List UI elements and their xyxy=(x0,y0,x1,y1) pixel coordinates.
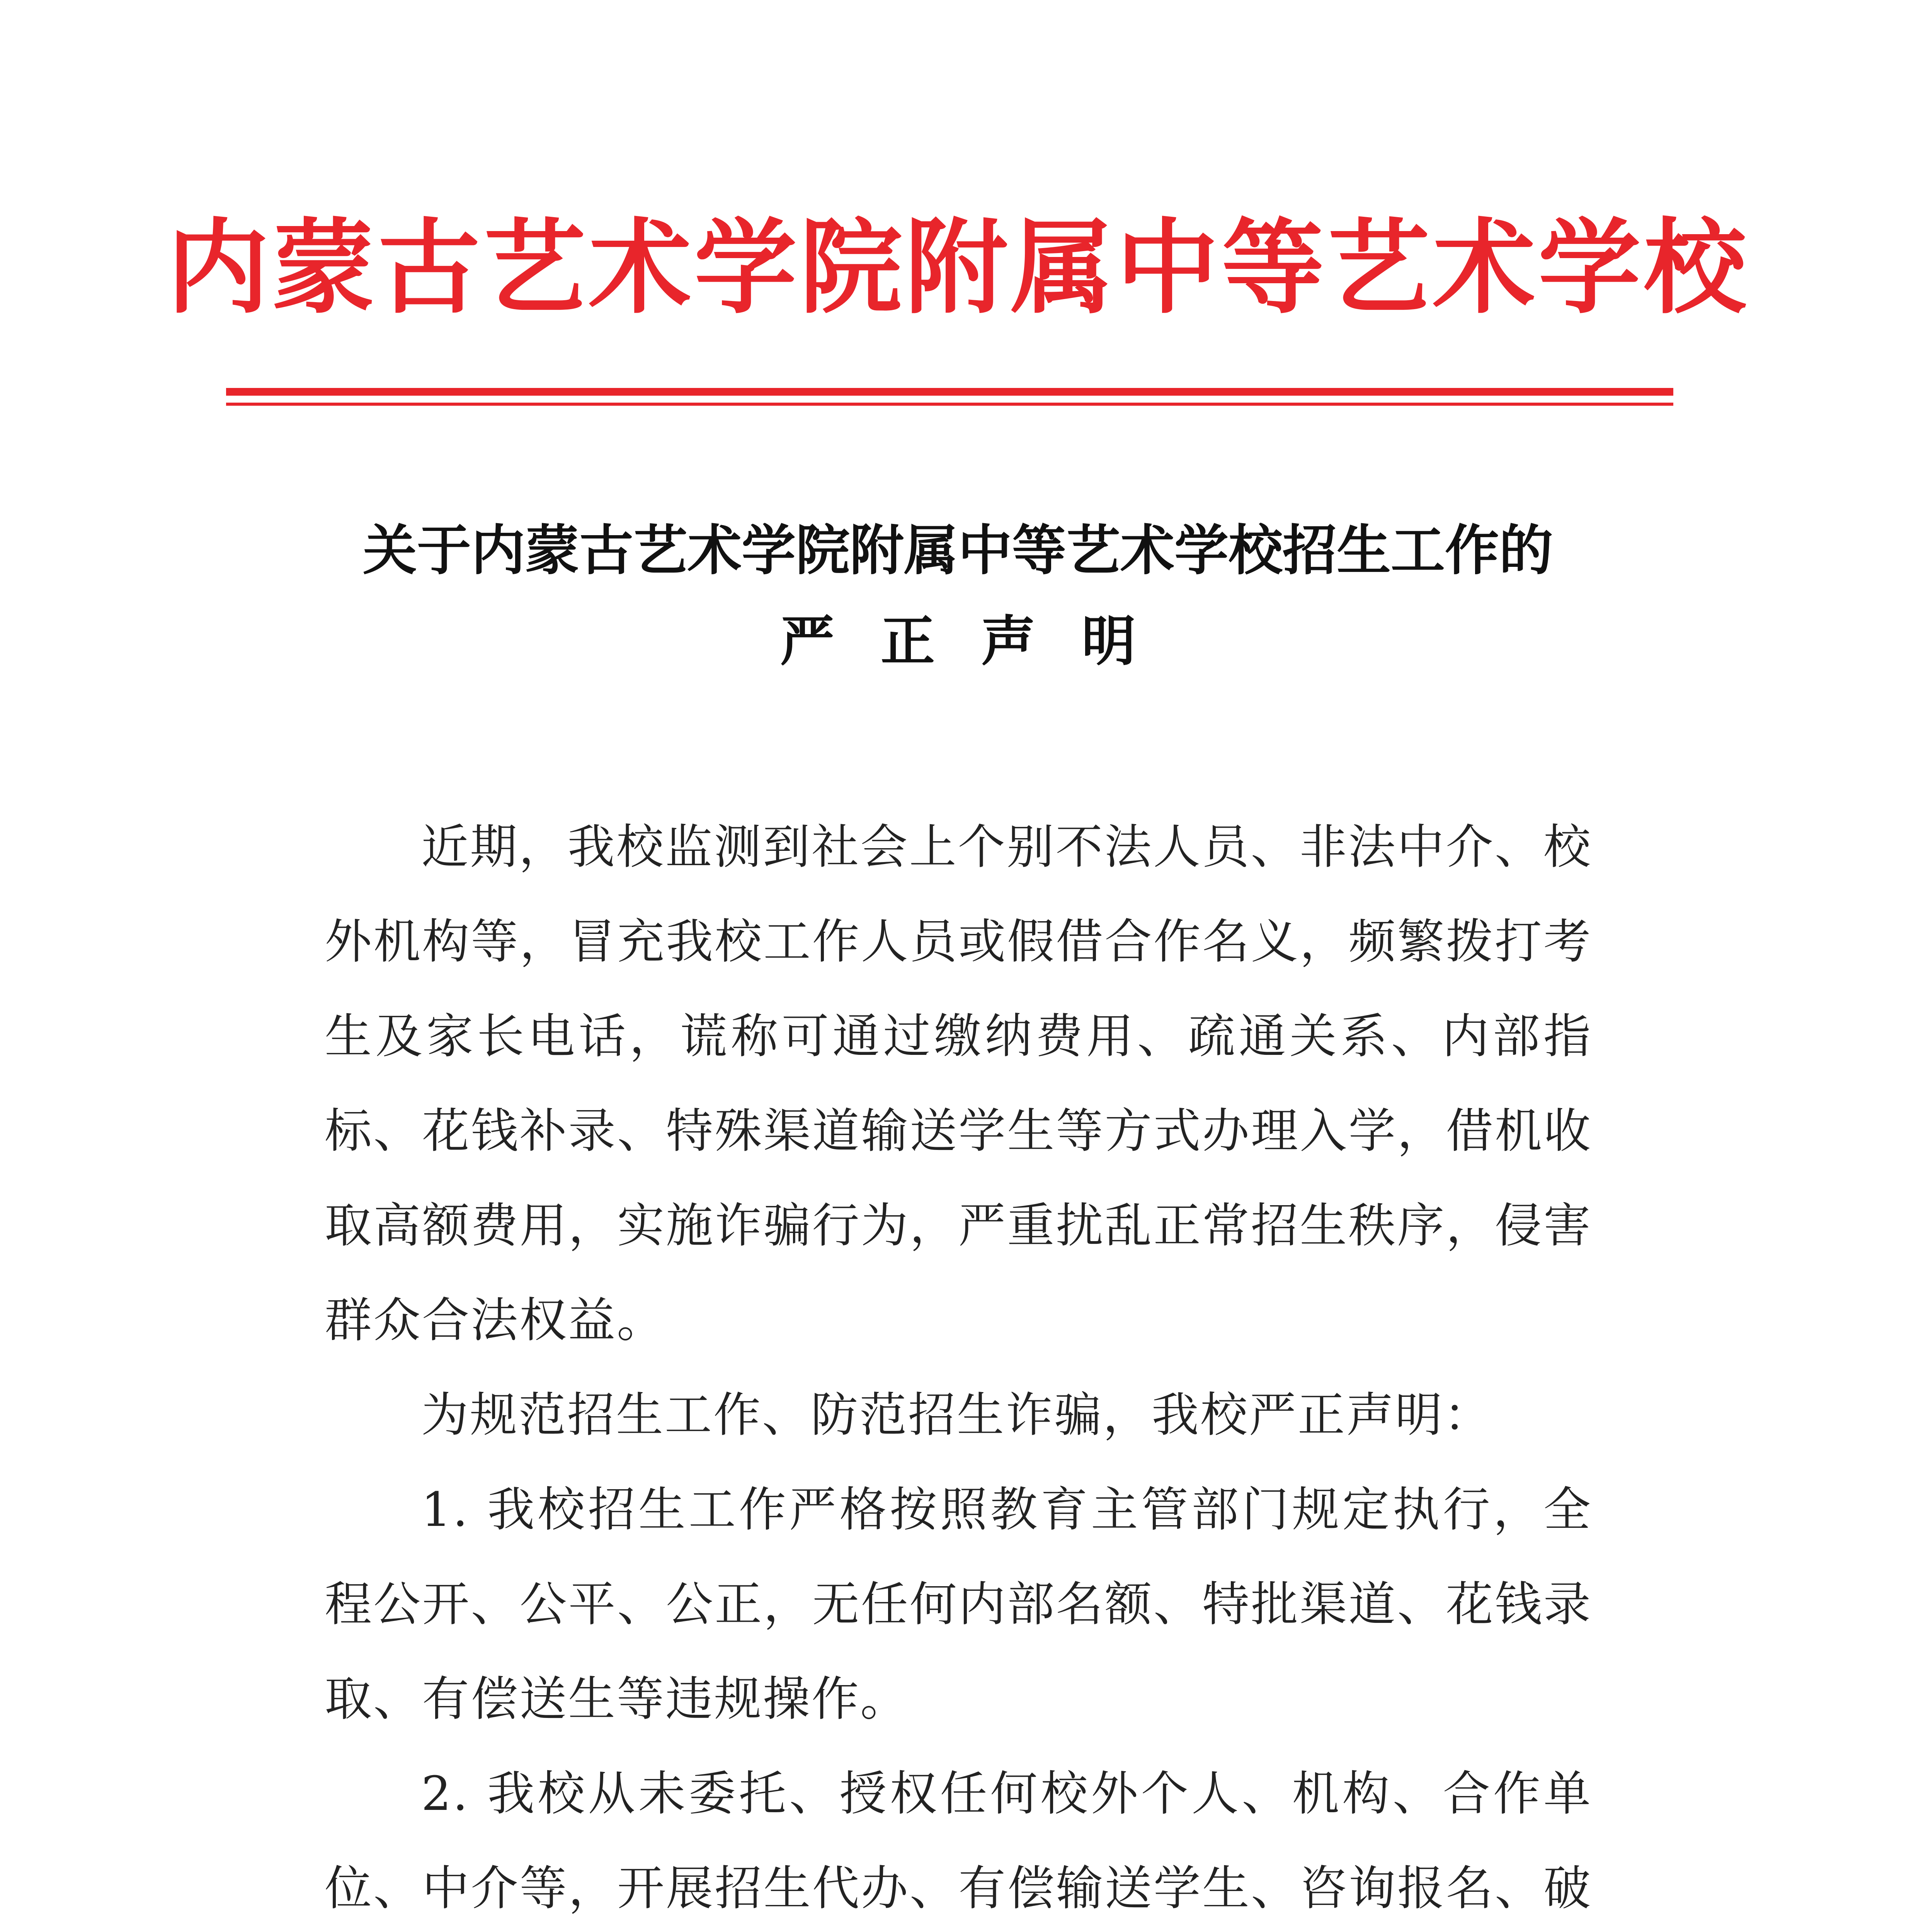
masthead-rule-thin xyxy=(226,403,1673,406)
paragraph-item-1: 1. 我校招生工作严格按照教育主管部门规定执行，全程公开、公平、公正，无任何内部名额、特批渠道、花钱录取、有偿送生等违规操作。 xyxy=(325,1482,1592,1726)
paragraph-declaration-lead: 为规范招生工作、防范招生诈骗，我校严正声明： xyxy=(421,1388,1492,1442)
document-title-line1: 关于内蒙古艺术学院附属中等艺术学校招生工作的 xyxy=(362,519,1553,582)
document-title-line2: 严正声明 xyxy=(780,610,1182,673)
paragraph-intro: 近期，我校监测到社会上个别不法人员、非法中介、校外机构等，冒充我校工作人员或假借合作名义，频繁拨打考生及家长电话，谎称可通过缴纳费用、疏通关系、内部指标、花钱补录、特殊渠道输送学生等方式办理入学，借机收取高额费用，实施诈骗行为，严重扰乱正常招生秩序，侵害群众合法权益。 xyxy=(325,820,1592,1348)
document-body xyxy=(325,800,1592,1932)
masthead-school-name: 内蒙古艺术学院附属中等艺术学校 xyxy=(167,207,1749,328)
paragraph-item-2: 2. 我校从未委托、授权任何校外个人、机构、合作单位、中介等，开展招生代办、有偿输送学生、咨询报名、破 xyxy=(325,1766,1592,1916)
masthead-rule-thick xyxy=(226,388,1673,396)
